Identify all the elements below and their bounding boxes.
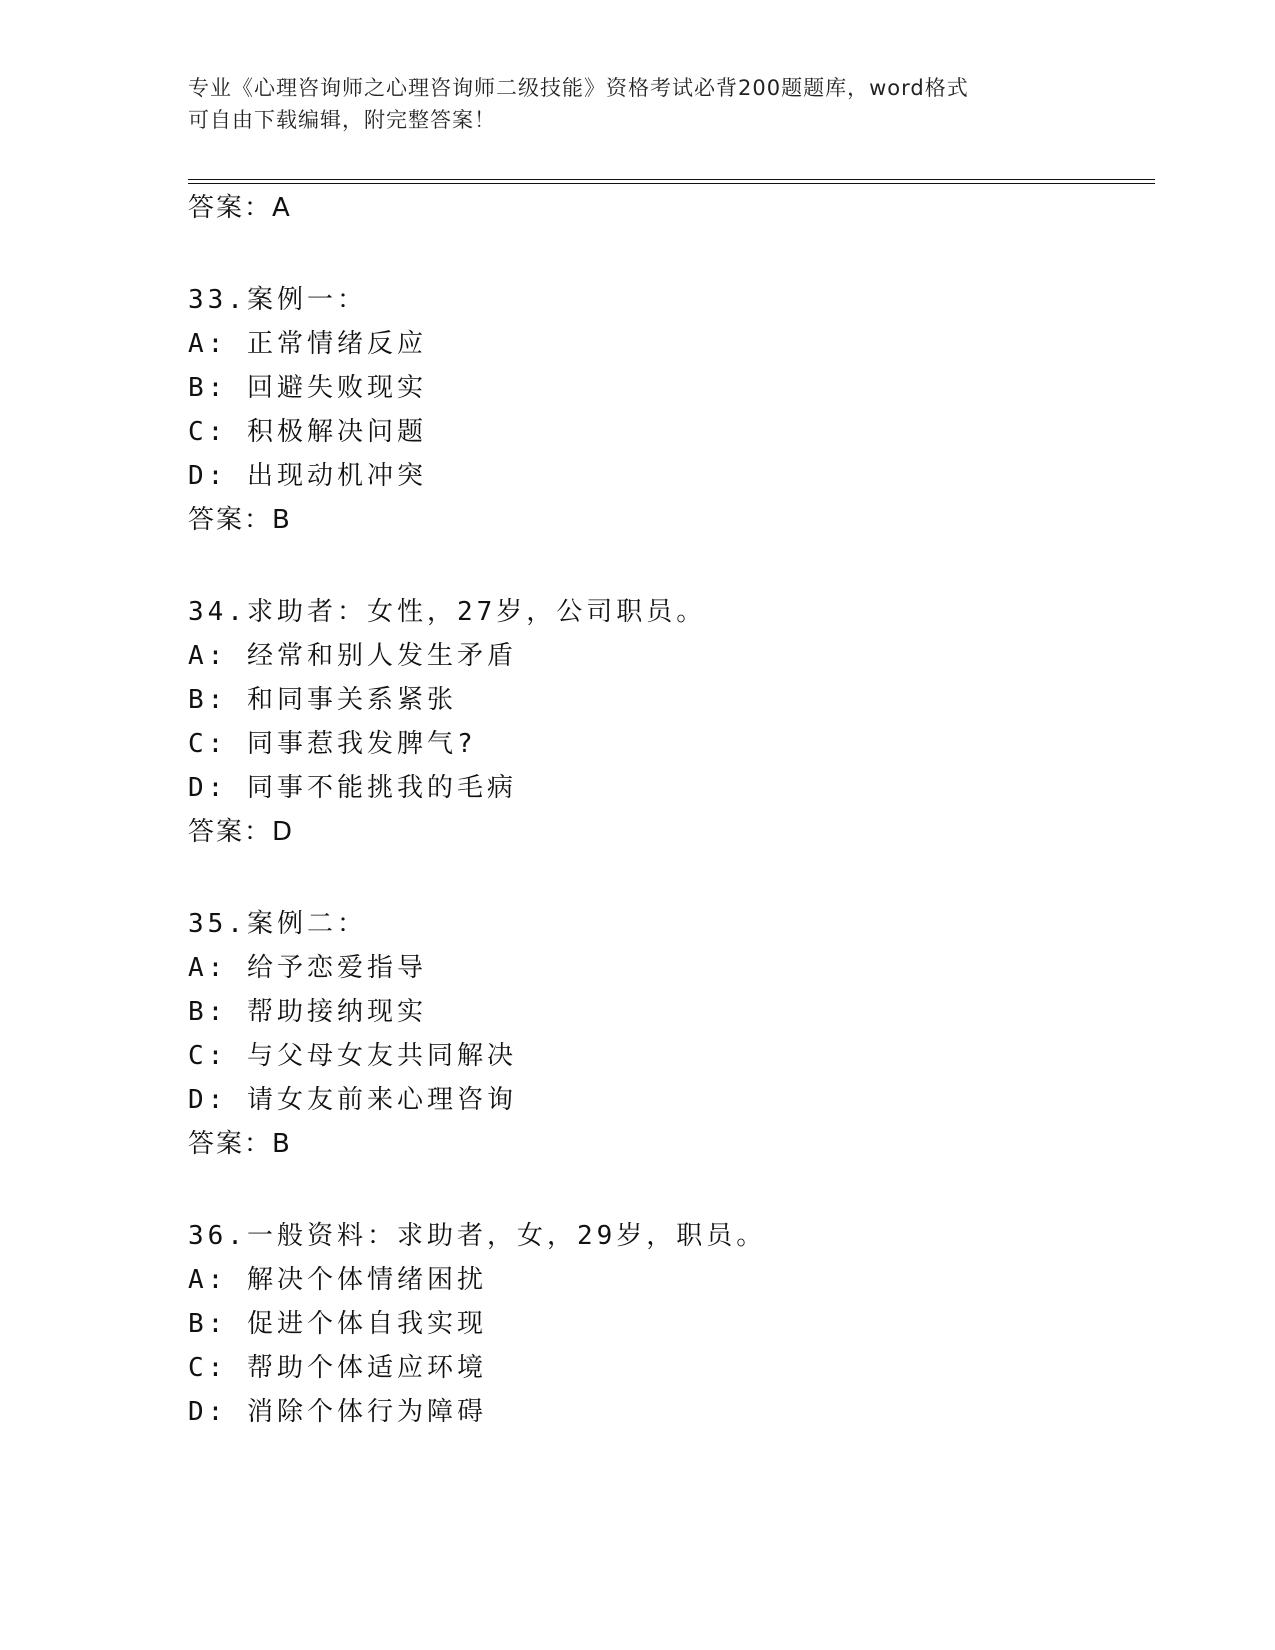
header-divider-bottom xyxy=(188,183,1155,184)
option-d: D: 消除个体行为障碍 xyxy=(188,1397,487,1427)
header-line-1: 专业《心理咨询师之心理咨询师二级技能》资格考试必背200题题库，word格式 xyxy=(188,76,969,100)
option-b: B: 帮助接纳现实 xyxy=(188,997,427,1027)
answer-line: 答案：A xyxy=(188,193,292,223)
option-c: C: 同事惹我发脾气? xyxy=(188,729,477,759)
option-d: D: 出现动机冲突 xyxy=(188,461,427,491)
answer-line: 答案：B xyxy=(188,505,292,535)
question-title: 33.案例一： xyxy=(188,285,367,315)
header-line-2: 可自由下载编辑，附完整答案！ xyxy=(188,108,496,132)
document-header xyxy=(188,72,1088,136)
question-title: 36.一般资料：求助者，女，29岁，职员。 xyxy=(188,1221,767,1251)
option-d: D: 请女友前来心理咨询 xyxy=(188,1085,517,1115)
header-divider-top xyxy=(188,179,1155,180)
option-d: D: 同事不能挑我的毛病 xyxy=(188,773,517,803)
option-b: B: 回避失败现实 xyxy=(188,373,427,403)
question-title: 34.求助者：女性，27岁，公司职员。 xyxy=(188,597,707,627)
option-c: C: 与父母女友共同解决 xyxy=(188,1041,517,1071)
option-a: A: 给予恋爱指导 xyxy=(188,953,427,983)
question-title: 35.案例二： xyxy=(188,909,367,939)
option-b: B: 和同事关系紧张 xyxy=(188,685,457,715)
option-a: A: 经常和别人发生矛盾 xyxy=(188,641,517,671)
option-c: C: 积极解决问题 xyxy=(188,417,427,447)
option-a: A: 正常情绪反应 xyxy=(188,329,427,359)
option-c: C: 帮助个体适应环境 xyxy=(188,1353,487,1383)
answer-line: 答案：B xyxy=(188,1129,292,1159)
option-b: B: 促进个体自我实现 xyxy=(188,1309,487,1339)
answer-line: 答案：D xyxy=(188,817,295,847)
option-a: A: 解决个体情绪困扰 xyxy=(188,1265,487,1295)
